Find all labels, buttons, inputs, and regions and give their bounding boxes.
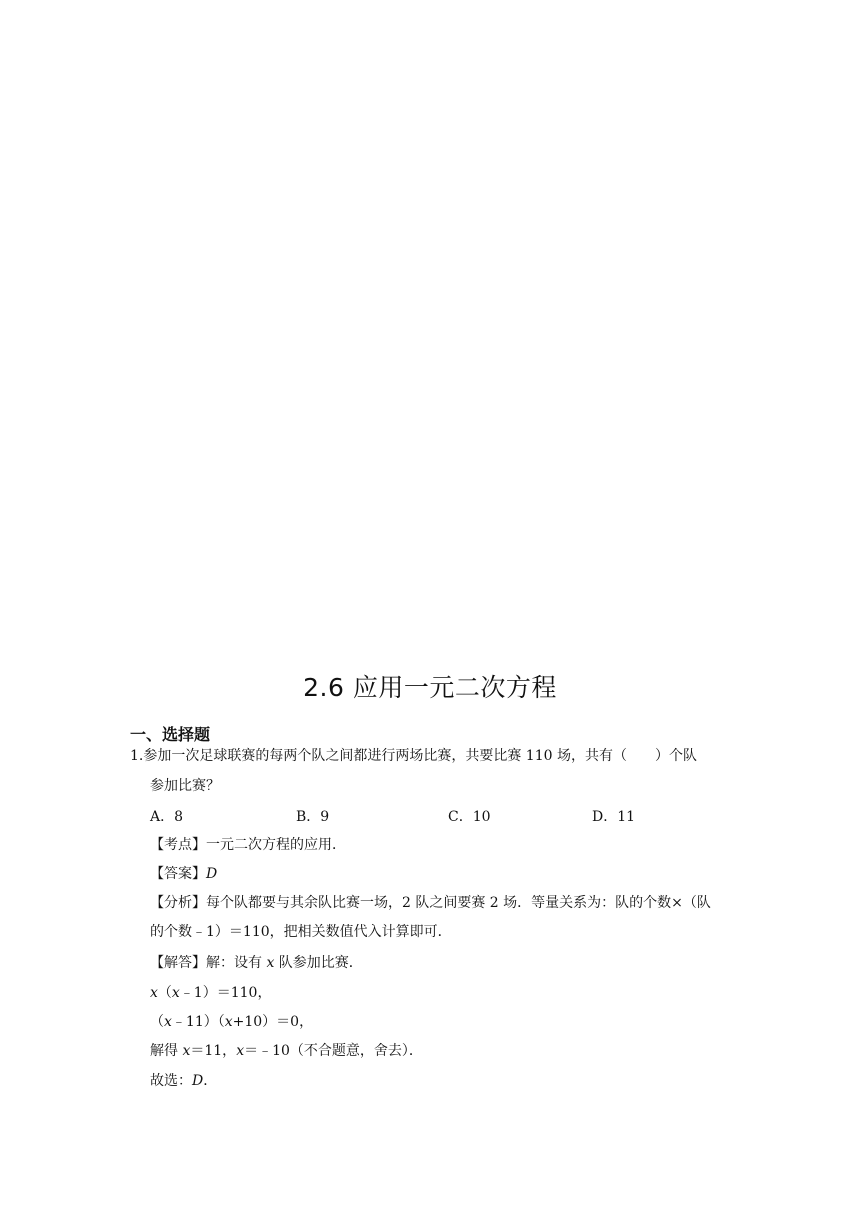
kaodian-line	[150, 835, 346, 855]
final-choice-prefix: 故选：	[150, 1073, 192, 1089]
analysis-line-1	[150, 893, 711, 913]
solution-line	[150, 953, 363, 973]
step3-val-2: ＝﹣10（不合题意，舍去）．	[244, 1043, 423, 1059]
step3-var-2: x	[236, 1043, 245, 1059]
step2-paren: （	[150, 1014, 164, 1030]
option-a: A．8	[150, 809, 184, 825]
question-stem-line-2: 参加比赛？	[150, 778, 220, 794]
answer-options	[150, 806, 750, 826]
answer-label: 【答案】	[150, 866, 206, 882]
option-d: D．11	[592, 809, 636, 825]
step2-rest: +10）＝0，	[232, 1014, 314, 1030]
equation-step-1	[150, 983, 271, 1003]
step1-var-1: x	[150, 985, 158, 1001]
step3-var-1: x	[182, 1043, 191, 1059]
section-heading: 一、选择题	[130, 725, 211, 744]
solution-variable: x	[266, 955, 275, 971]
question-stem-line-1: 1.参加一次足球联赛的每两个队之间都进行两场比赛，共要比赛 110 场，共有（ ）个队	[130, 748, 697, 764]
kaodian-label: 【考点】	[150, 837, 206, 853]
analysis-label: 【分析】	[150, 895, 206, 911]
solution-text-b: 队参加比赛．	[274, 955, 363, 971]
kaodian-text: 一元二次方程的应用．	[206, 837, 346, 853]
step3-prefix: 解得	[150, 1043, 183, 1059]
solution-label: 【解答】	[150, 955, 206, 971]
analysis-text-1: 每个队都要与其余队比赛一场，2 队之间要赛 2 场．等量关系为：队的个数×（队	[206, 895, 711, 911]
step1-paren: （	[157, 985, 172, 1001]
final-choice-value: D	[192, 1073, 204, 1089]
step1-rest: ﹣1）＝110，	[179, 985, 272, 1001]
document-title: 2.6 应用一元二次方程	[303, 673, 557, 702]
final-choice-period: ．	[203, 1073, 218, 1089]
step2-var-2: x	[224, 1014, 233, 1030]
step3-val-1: ＝11，	[190, 1043, 237, 1059]
option-c: C．10	[448, 809, 491, 825]
step1-var-2: x	[171, 985, 180, 1001]
solution-text-a: 解：设有	[206, 955, 267, 971]
answer-line	[150, 864, 217, 884]
equation-step-3	[150, 1041, 423, 1061]
analysis-line-2: 的个数﹣1）＝110，把相关数值代入计算即可．	[150, 924, 452, 940]
step2-var-1: x	[164, 1014, 172, 1030]
answer-value: D	[206, 866, 218, 882]
equation-step-2	[150, 1012, 313, 1032]
option-b: B．9	[296, 809, 330, 825]
final-choice-line	[150, 1071, 217, 1091]
step2-mid: ﹣11）（	[171, 1014, 225, 1030]
